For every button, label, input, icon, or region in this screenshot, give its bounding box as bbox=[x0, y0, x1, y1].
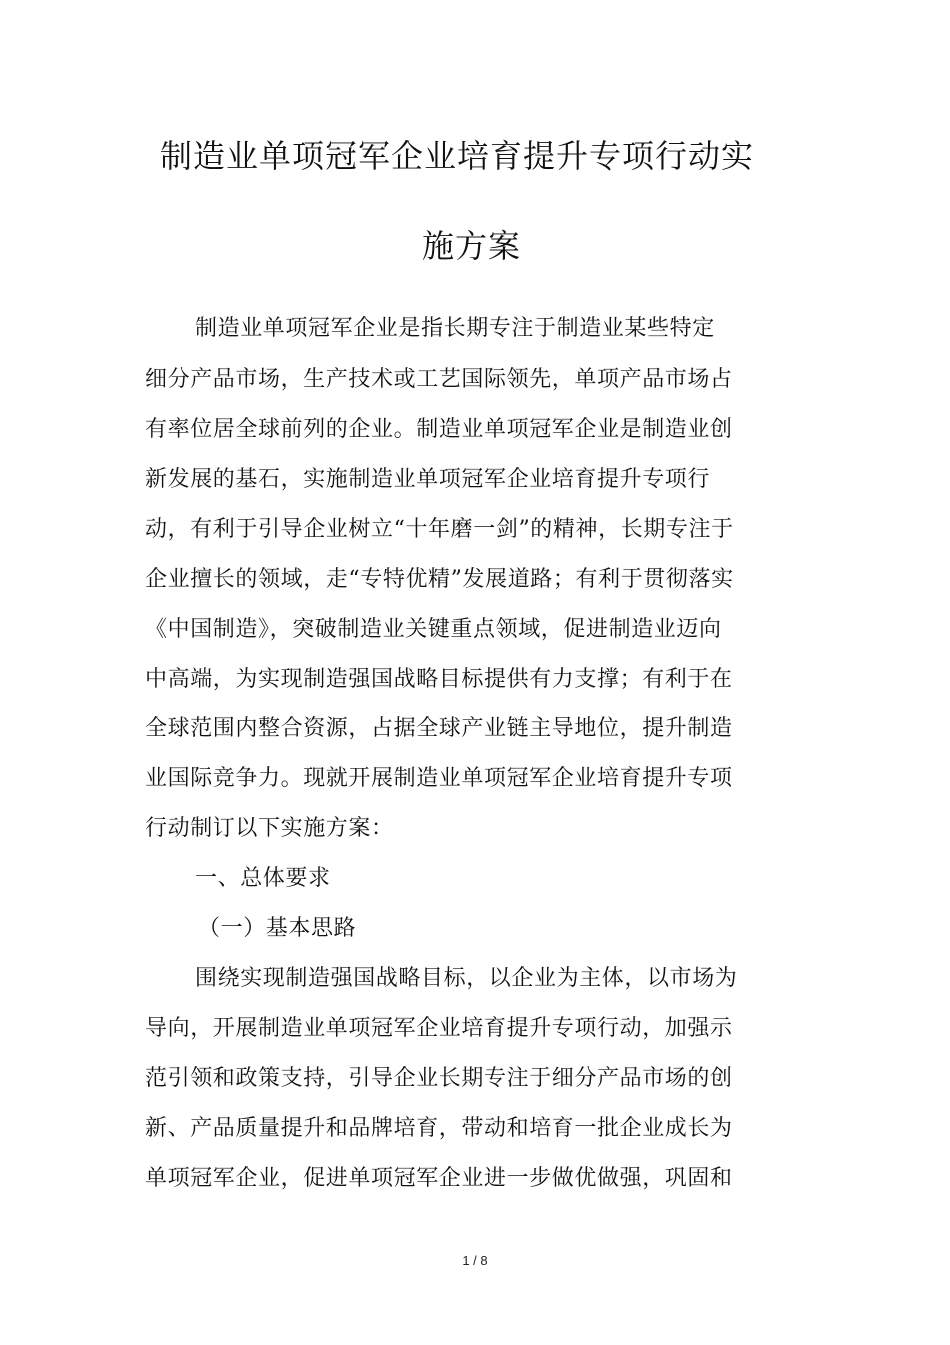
section-heading: 一、总体要求 bbox=[195, 866, 331, 891]
paragraph-line: 《中国制造》，突破制造业关键重点领域，促进制造业迈向 bbox=[145, 617, 722, 642]
paragraph-line: 单项冠军企业，促进单项冠军企业进一步做优做强，巩固和 bbox=[145, 1166, 733, 1191]
paragraph-line: 中高端，为实现制造强国战略目标提供有力支撑；有利于在 bbox=[145, 667, 733, 692]
paragraph-line: 有率位居全球前列的企业。制造业单项冠军企业是制造业创 bbox=[145, 417, 733, 442]
paragraph-line: 动，有利于引导企业树立“十年磨一剑”的精神，长期专注于 bbox=[145, 517, 734, 542]
paragraph-line: 业国际竞争力。现就开展制造业单项冠军企业培育提升专项 bbox=[145, 766, 733, 791]
paragraph-line: 行动制订以下实施方案： bbox=[145, 816, 394, 841]
document-title-line-2: 施方案 bbox=[422, 227, 522, 265]
document-title-line-1: 制造业单项冠军企业培育提升专项行动实 bbox=[160, 137, 755, 175]
paragraph-line: 范引领和政策支持，引导企业长期专注于细分产品市场的创 bbox=[145, 1066, 733, 1091]
paragraph-line: 新、产品质量提升和品牌培育，带动和培育一批企业成长为 bbox=[145, 1116, 733, 1141]
paragraph-line: 新发展的基石，实施制造业单项冠军企业培育提升专项行 bbox=[145, 467, 711, 492]
paragraph-line: 企业擅长的领域，走“专特优精”发展道路；有利于贯彻落实 bbox=[145, 567, 734, 592]
paragraph-line: 细分产品市场，生产技术或工艺国际领先，单项产品市场占 bbox=[145, 367, 733, 392]
paragraph-line: 围绕实现制造强国战略目标，以企业为主体，以市场为 bbox=[195, 966, 738, 991]
paragraph-line: 制造业单项冠军企业是指长期专注于制造业某些特定 bbox=[195, 316, 715, 341]
subsection-heading: （一）基本思路 bbox=[198, 916, 357, 941]
page-number: 1 / 8 bbox=[462, 1253, 488, 1268]
paragraph-line: 全球范围内整合资源，占据全球产业链主导地位，提升制造 bbox=[145, 716, 733, 741]
paragraph-line: 导向，开展制造业单项冠军企业培育提升专项行动，加强示 bbox=[145, 1016, 733, 1041]
